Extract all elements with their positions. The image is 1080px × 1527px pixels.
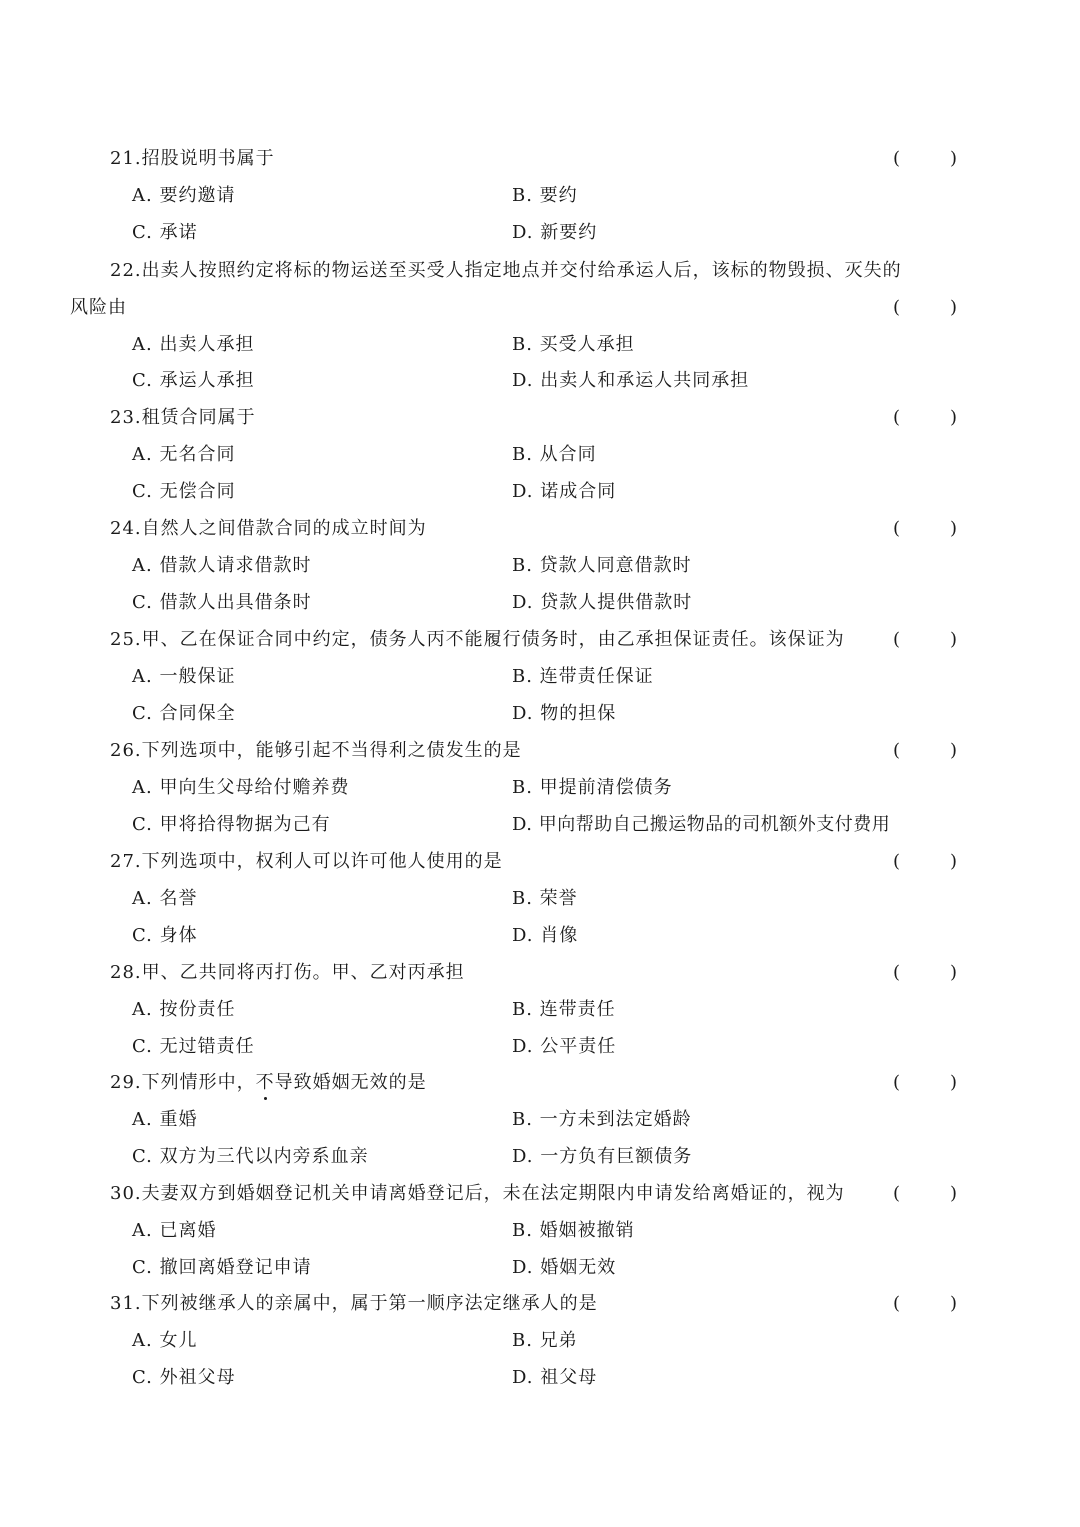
question-25-option-d: D. 物的担保 (512, 703, 617, 724)
question-30-option-c: C. 撤回离婚登记申请 (132, 1257, 312, 1278)
question-31-option-d: D. 祖父母 (512, 1367, 598, 1388)
question-27-option-c: C. 身体 (132, 925, 198, 946)
answer-blank-29: ( ) (893, 1072, 957, 1093)
question-21-option-a: A. 要约邀请 (132, 185, 236, 206)
question-22-stem: 22.出卖人按照约定将标的物运送至买受人指定地点并交付给承运人后，该标的物毁损、灭失的 (110, 260, 902, 281)
question-28-option-a: A. 按份责任 (132, 999, 236, 1020)
question-26-option-c: C. 甲将拾得物据为己有 (132, 814, 331, 835)
answer-blank-28: ( ) (893, 962, 957, 983)
question-28-stem: 28.甲、乙共同将丙打伤。甲、乙对丙承担 (110, 962, 465, 983)
question-30-option-b: B. 婚姻被撤销 (512, 1220, 635, 1241)
answer-blank-21: ( ) (893, 148, 957, 169)
question-22-option-b: B. 买受人承担 (512, 334, 635, 355)
question-30-option-a: A. 已离婚 (132, 1220, 217, 1241)
question-26-option-d: D. 甲向帮助自己搬运物品的司机额外支付费用 (512, 814, 891, 835)
question-24-option-c: C. 借款人出具借条时 (132, 592, 312, 613)
question-26-option-b: B. 甲提前清偿债务 (512, 777, 673, 798)
question-22-option-a: A. 出卖人承担 (132, 334, 255, 355)
answer-blank-22: ( ) (893, 297, 957, 318)
answer-blank-24: ( ) (893, 518, 957, 539)
question-23-stem: 23.租赁合同属于 (110, 407, 256, 428)
question-29-option-d: D. 一方负有巨额债务 (512, 1146, 693, 1167)
question-26-stem: 26.下列选项中，能够引起不当得利之债发生的是 (110, 740, 522, 761)
answer-blank-23: ( ) (893, 407, 957, 428)
question-27-stem: 27.下列选项中，权利人可以许可他人使用的是 (110, 851, 503, 872)
question-27-option-a: A. 名誉 (132, 888, 198, 909)
question-30-stem: 30.夫妻双方到婚姻登记机关申请离婚登记后，未在法定期限内申请发给离婚证的，视为 (110, 1183, 845, 1204)
answer-blank-31: ( ) (893, 1293, 957, 1314)
question-28-option-c: C. 无过错责任 (132, 1036, 255, 1057)
question-21-option-d: D. 新要约 (512, 222, 598, 243)
question-21-stem: 21.招股说明书属于 (110, 148, 275, 169)
question-24-option-b: B. 贷款人同意借款时 (512, 555, 692, 576)
question-25-stem: 25.甲、乙在保证合同中约定，债务人丙不能履行债务时，由乙承担保证责任。该保证为 (110, 629, 845, 650)
question-25-option-b: B. 连带责任保证 (512, 666, 654, 687)
question-28-option-b: B. 连带责任 (512, 999, 616, 1020)
question-23-option-a: A. 无名合同 (132, 444, 236, 465)
answer-blank-25: ( ) (893, 629, 957, 650)
question-27-option-b: B. 荣誉 (512, 888, 578, 909)
question-31-stem: 31.下列被继承人的亲属中，属于第一顺序法定继承人的是 (110, 1293, 598, 1314)
question-30-option-d: D. 婚姻无效 (512, 1257, 617, 1278)
emphasis-dot (264, 1097, 267, 1100)
question-31-option-c: C. 外祖父母 (132, 1367, 236, 1388)
question-29-option-c: C. 双方为三代以内旁系血亲 (132, 1146, 369, 1167)
question-29-stem: 29.下列情形中，不导致婚姻无效的是 (110, 1072, 427, 1093)
question-27-option-d: D. 肖像 (512, 925, 579, 946)
question-23-option-b: B. 从合同 (512, 444, 597, 465)
question-24-option-a: A. 借款人请求借款时 (132, 555, 312, 576)
question-31-option-b: B. 兄弟 (512, 1330, 578, 1351)
question-21-option-c: C. 承诺 (132, 222, 198, 243)
question-31-option-a: A. 女儿 (132, 1330, 198, 1351)
question-28-option-d: D. 公平责任 (512, 1036, 617, 1057)
question-29-option-a: A. 重婚 (132, 1109, 198, 1130)
question-21-option-b: B. 要约 (512, 185, 578, 206)
question-22-option-c: C. 承运人承担 (132, 370, 255, 391)
question-24-stem: 24.自然人之间借款合同的成立时间为 (110, 518, 427, 539)
question-25-option-a: A. 一般保证 (132, 666, 236, 687)
question-22-stem-continued: 风险由 (70, 297, 127, 318)
question-29-option-b: B. 一方未到法定婚龄 (512, 1109, 692, 1130)
answer-blank-27: ( ) (893, 851, 957, 872)
question-26-option-a: A. 甲向生父母给付赡养费 (132, 777, 350, 798)
question-22-option-d: D. 出卖人和承运人共同承担 (512, 370, 750, 391)
question-23-option-c: C. 无偿合同 (132, 481, 236, 502)
question-25-option-c: C. 合同保全 (132, 703, 236, 724)
answer-blank-26: ( ) (893, 740, 957, 761)
question-23-option-d: D. 诺成合同 (512, 481, 617, 502)
answer-blank-30: ( ) (893, 1183, 957, 1204)
question-24-option-d: D. 贷款人提供借款时 (512, 592, 693, 613)
